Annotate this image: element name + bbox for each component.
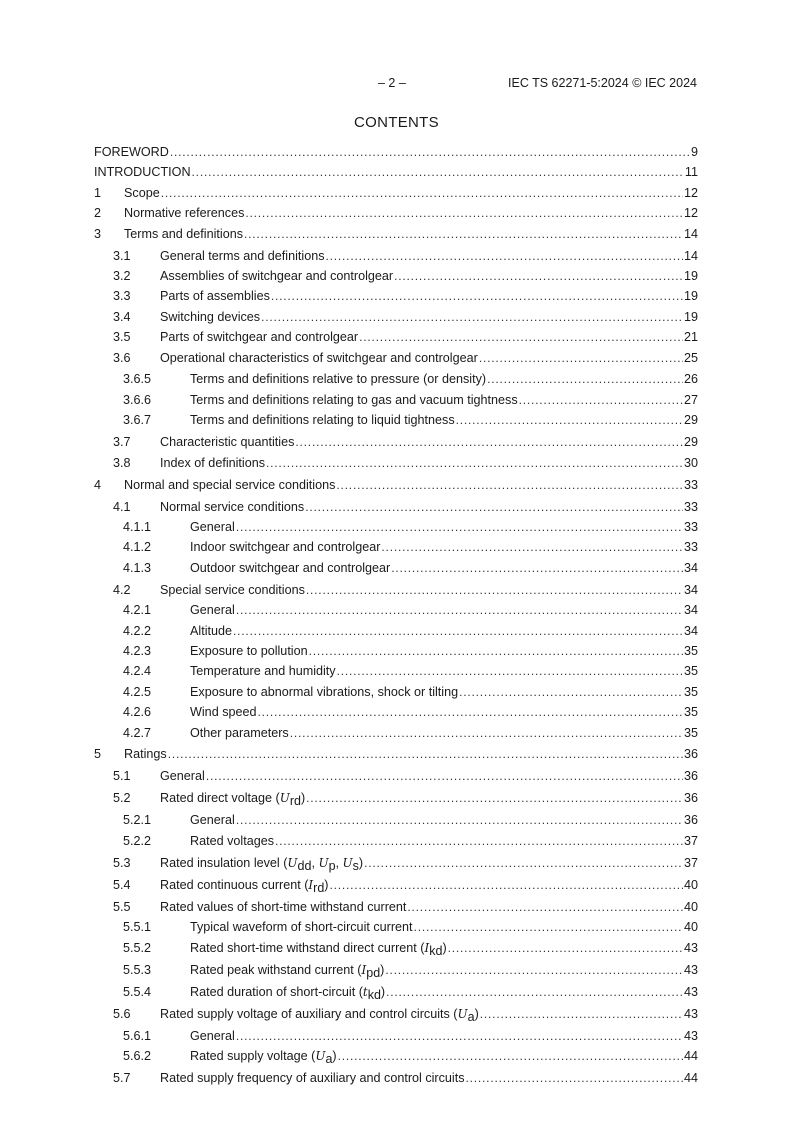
toc-entry-number: 4.1.2 — [123, 540, 152, 555]
toc-entry-number: 5.5.4 — [123, 984, 152, 999]
toc-entry-title: Normative references — [124, 206, 245, 221]
toc-entry-title: Rated duration of short-circuit (tkd) — [190, 984, 386, 1002]
toc-entry-title: Normal service conditions — [160, 499, 305, 514]
toc-entry-number: 4.1 — [113, 499, 131, 514]
toc-entry[interactable] — [94, 939, 698, 959]
math-subscript: s — [352, 858, 359, 873]
toc-entry-page: 40 — [683, 899, 698, 914]
math-subscript: rd — [313, 880, 325, 895]
toc-entry-title: Rated peak withstand current (Ipd) — [190, 962, 385, 980]
toc-entry-title: Parts of switchgear and controlgear — [160, 330, 359, 345]
toc-entry-number: 5.4 — [113, 877, 131, 892]
toc-entry-number: 4.2.1 — [123, 603, 152, 618]
page-number: – 2 – — [378, 76, 406, 90]
toc-entry[interactable] — [94, 370, 698, 390]
toc-entry-title: Rated direct voltage (Urd) — [160, 791, 306, 809]
toc-entry[interactable] — [94, 581, 698, 601]
toc-entry-number: 3.5 — [113, 330, 131, 345]
toc-entry-number: 4.2.4 — [123, 664, 152, 679]
toc-entry-page: 35 — [683, 664, 698, 679]
toc-entry[interactable] — [94, 328, 698, 348]
dot-leader — [385, 961, 683, 981]
toc-entry-title: Rated short-time withstand direct current (Ikd) — [190, 940, 447, 958]
toc-entry-title: General — [190, 520, 235, 534]
toc-entry[interactable] — [94, 411, 698, 431]
toc-entry-number: 4.1.1 — [123, 520, 152, 534]
toc-entry-page: 9 — [690, 145, 698, 159]
toc-entry[interactable] — [94, 876, 698, 896]
dot-leader — [266, 454, 683, 474]
toc-entry-page: 12 — [683, 185, 698, 200]
toc-entry-page: 34 — [683, 603, 698, 618]
toc-entry[interactable] — [94, 287, 698, 307]
toc-entry-number: 5.6.2 — [123, 1048, 152, 1063]
toc-entry-title: Characteristic quantities — [160, 435, 295, 450]
dot-leader — [206, 767, 683, 787]
dot-leader — [245, 204, 683, 224]
toc-entry[interactable] — [94, 184, 698, 204]
math-symbol: tkd — [362, 984, 381, 1002]
toc-entry-page: 33 — [683, 540, 698, 555]
math-symbol: Urd — [279, 791, 301, 809]
toc-entry-title: Indoor switchgear and controlgear — [190, 540, 381, 555]
toc-entry-page: 40 — [683, 920, 698, 935]
toc-entry-title: General terms and definitions — [160, 248, 325, 263]
dot-leader — [306, 581, 683, 601]
toc-entry-title: Operational characteristics of switchgear and controlgear — [160, 350, 478, 365]
math-symbol: Ird — [308, 877, 325, 895]
toc-entry-number: 4.1.3 — [123, 560, 152, 575]
toc-entry-page: 33 — [683, 520, 698, 534]
toc-entry-page: 11 — [684, 165, 698, 180]
toc-entry-page: 43 — [683, 1028, 698, 1043]
toc-entry-title: Terms and definitions relating to gas and vacuum tightness — [190, 392, 518, 407]
math-symbol: Ipd — [361, 962, 381, 980]
page-header — [0, 76, 793, 92]
toc-entry-number: 3.7 — [113, 435, 131, 450]
toc-entry-title: Index of definitions — [160, 455, 266, 470]
toc-entry[interactable] — [94, 391, 698, 411]
toc-entry-title: Special service conditions — [160, 582, 305, 597]
toc-entry-title: Other parameters — [190, 725, 289, 740]
toc-entry-number: 4.2.6 — [123, 705, 152, 720]
toc-entry-page: 33 — [683, 499, 698, 514]
document-reference: IEC TS 62271-5:2024 © IEC 2024 — [508, 76, 697, 90]
dot-leader — [295, 433, 683, 453]
toc-entry-page: 37 — [683, 833, 698, 848]
toc-entry-page: 29 — [683, 413, 698, 428]
toc-entry-number: 5.2.2 — [123, 833, 152, 848]
toc-entry[interactable] — [94, 767, 698, 787]
toc-entry-number: 4.2.5 — [123, 684, 152, 699]
dot-leader — [258, 703, 683, 723]
dot-leader — [275, 832, 683, 852]
toc-entry-title: Parts of assemblies — [160, 289, 270, 304]
toc-entry-page: 19 — [683, 268, 698, 283]
math-symbol: Ua — [457, 1006, 475, 1024]
toc-entry-title: Altitude — [190, 623, 233, 638]
toc-entry[interactable] — [94, 789, 698, 809]
dot-leader — [290, 724, 683, 744]
toc-entry-page: 29 — [683, 435, 698, 450]
toc-entry[interactable] — [94, 1047, 698, 1067]
table-of-contents — [94, 143, 698, 1088]
toc-entry-title: General — [190, 813, 235, 828]
toc-entry[interactable] — [94, 622, 698, 642]
dot-leader — [364, 854, 683, 874]
toc-entry-title: General — [160, 769, 205, 784]
toc-entry-title: Terms and definitions relating to liquid tightness — [190, 413, 455, 428]
toc-entry[interactable] — [94, 225, 698, 245]
toc-entry-number: 4.2.2 — [123, 623, 152, 638]
toc-entry-title: Temperature and humidity — [190, 664, 336, 679]
toc-entry[interactable] — [94, 662, 698, 682]
dot-leader — [487, 370, 683, 390]
toc-entry-number: 3 — [94, 226, 102, 241]
toc-entry-page: 34 — [683, 582, 698, 597]
toc-entry-title: Normal and special service conditions — [124, 477, 336, 492]
toc-entry-number: 3.3 — [113, 289, 131, 304]
toc-entry[interactable] — [94, 538, 698, 558]
toc-entry-title: Rated supply voltage of auxiliary and control circuits (Ua) — [160, 1006, 479, 1024]
toc-entry-page: 37 — [683, 855, 698, 870]
dot-leader — [466, 1069, 683, 1089]
dot-leader — [459, 683, 683, 703]
dot-leader — [236, 601, 683, 621]
math-subscript: rd — [289, 794, 301, 809]
dot-leader — [244, 225, 683, 245]
toc-entry[interactable] — [94, 683, 698, 703]
toc-entry-number: 3.1 — [113, 248, 131, 263]
toc-entry[interactable] — [94, 1027, 698, 1047]
toc-entry-number: 3.6 — [113, 350, 131, 365]
toc-entry-number: 4 — [94, 477, 102, 492]
toc-entry-page: 21 — [683, 330, 698, 345]
dot-leader — [394, 267, 683, 287]
dot-leader — [261, 308, 683, 328]
dot-leader — [381, 538, 683, 558]
toc-entry[interactable] — [94, 1005, 698, 1025]
toc-entry-title: Assemblies of switchgear and controlgear — [160, 268, 394, 283]
toc-entry-number: 5.5.1 — [123, 920, 152, 935]
toc-entry[interactable] — [94, 559, 698, 579]
toc-entry-title: Exposure to pollution — [190, 643, 308, 658]
toc-entry-title: Typical waveform of short-circuit current — [190, 920, 413, 935]
toc-entry-title: Ratings — [124, 747, 167, 762]
toc-entry-title: FOREWORD — [94, 145, 169, 159]
dot-leader — [391, 559, 683, 579]
toc-entry-title: Terms and definitions — [124, 226, 244, 241]
toc-entry-page: 35 — [683, 705, 698, 720]
dot-leader — [386, 983, 683, 1003]
toc-entry-number: 2 — [94, 206, 102, 221]
dot-leader — [330, 876, 683, 896]
dot-leader — [168, 745, 683, 765]
toc-entry-page: 19 — [683, 309, 698, 324]
dot-leader — [519, 391, 683, 411]
toc-entry-page: 36 — [683, 791, 698, 806]
dot-leader — [306, 789, 683, 809]
toc-entry-title: Rated voltages — [190, 833, 275, 848]
toc-entry-title: Scope — [124, 185, 160, 200]
toc-entry[interactable] — [94, 454, 698, 474]
toc-entry-title: Exposure to abnormal vibrations, shock or tilting — [190, 684, 459, 699]
toc-entry-number: 5.2 — [113, 791, 131, 806]
math-subscript: pd — [366, 965, 381, 980]
toc-entry-page: 12 — [683, 206, 698, 221]
toc-entry-number: 3.6.5 — [123, 372, 152, 387]
toc-entry-page: 35 — [683, 684, 698, 699]
dot-leader — [326, 247, 683, 267]
toc-entry-number: 1 — [94, 185, 102, 200]
math-symbol: Ikd — [424, 940, 443, 958]
dot-leader — [456, 411, 683, 431]
toc-entry-title: INTRODUCTION — [94, 165, 191, 180]
toc-entry-title: Rated insulation level (Udd, Up, Us) — [160, 855, 364, 873]
math-subscript: kd — [367, 987, 381, 1002]
math-subscript: dd — [297, 858, 312, 873]
toc-entry[interactable] — [94, 247, 698, 267]
toc-entry-number: 5.2.1 — [123, 813, 152, 828]
toc-entry-page: 34 — [683, 623, 698, 638]
dot-leader — [305, 498, 683, 518]
toc-entry-page: 44 — [683, 1048, 698, 1063]
toc-entry[interactable] — [94, 1069, 698, 1089]
toc-entry-title: General — [190, 603, 235, 618]
math-symbol: Up — [318, 855, 336, 873]
toc-entry[interactable] — [94, 854, 698, 874]
toc-entry[interactable] — [94, 918, 698, 938]
toc-entry-title: Rated supply voltage (Ua) — [190, 1048, 337, 1066]
toc-entry[interactable] — [94, 143, 698, 163]
toc-entry[interactable] — [94, 724, 698, 744]
toc-entry-title: Rated continuous current (Ird) — [160, 877, 329, 895]
toc-entry-number: 3.8 — [113, 455, 131, 470]
dot-leader — [233, 622, 683, 642]
dot-leader — [448, 939, 683, 959]
toc-entry[interactable] — [94, 642, 698, 662]
math-symbol: Us — [342, 855, 359, 873]
toc-entry-number: 3.6.6 — [123, 392, 152, 407]
toc-entry-number: 5.5 — [113, 899, 131, 914]
toc-entry[interactable] — [94, 476, 698, 496]
toc-entry-page: 27 — [683, 392, 698, 407]
toc-entry[interactable] — [94, 601, 698, 621]
dot-leader — [359, 328, 683, 348]
toc-entry-page: 14 — [683, 248, 698, 263]
toc-entry[interactable] — [94, 349, 698, 369]
toc-entry-number: 5.1 — [113, 769, 131, 784]
toc-entry-page: 25 — [683, 350, 698, 365]
toc-entry-page: 44 — [683, 1070, 698, 1085]
dot-leader — [337, 662, 683, 682]
toc-entry-page: 43 — [683, 1006, 698, 1021]
toc-entry[interactable] — [94, 832, 698, 852]
toc-entry-page: 30 — [683, 455, 698, 470]
page-title: CONTENTS — [354, 114, 439, 131]
toc-entry-page: 34 — [683, 560, 698, 575]
toc-entry-number: 3.4 — [113, 309, 131, 324]
toc-entry-page: 33 — [683, 477, 698, 492]
math-subscript: a — [467, 1009, 475, 1024]
toc-entry[interactable] — [94, 811, 698, 831]
toc-entry[interactable] — [94, 961, 698, 981]
dot-leader — [271, 287, 683, 307]
toc-entry[interactable] — [94, 498, 698, 518]
toc-entry-number: 4.2.7 — [123, 725, 152, 740]
toc-entry[interactable] — [94, 703, 698, 723]
toc-entry[interactable] — [94, 983, 698, 1003]
dot-leader — [309, 642, 683, 662]
toc-entry-page: 19 — [683, 289, 698, 304]
dot-leader — [236, 1027, 683, 1047]
toc-entry-page: 36 — [683, 747, 698, 762]
toc-entry-title: Outdoor switchgear and controlgear — [190, 560, 391, 575]
toc-entry[interactable] — [94, 898, 698, 918]
toc-entry[interactable] — [94, 745, 698, 765]
math-subscript: a — [325, 1051, 333, 1066]
dot-leader — [480, 1005, 683, 1025]
dot-leader — [236, 811, 683, 831]
toc-entry-page: 36 — [683, 813, 698, 828]
dot-leader — [479, 349, 683, 369]
dot-leader — [407, 898, 683, 918]
dot-leader — [414, 918, 683, 938]
toc-entry[interactable] — [94, 308, 698, 328]
toc-entry-title: Terms and definitions relative to pressure (or density) — [190, 372, 487, 387]
dot-leader — [338, 1047, 683, 1067]
toc-entry-title: Switching devices — [160, 309, 261, 324]
toc-entry-page: 43 — [683, 940, 698, 955]
math-symbol: Ua — [315, 1048, 333, 1066]
toc-entry-page: 40 — [683, 877, 698, 892]
toc-entry-page: 43 — [683, 962, 698, 977]
toc-entry-number: 3.6.7 — [123, 413, 152, 428]
toc-entry-title: Rated values of short-time withstand current — [160, 899, 407, 914]
dot-leader — [170, 143, 690, 163]
toc-entry-page: 36 — [683, 769, 698, 784]
math-symbol: Udd — [287, 855, 312, 873]
toc-entry-number: 4.2.3 — [123, 643, 152, 658]
toc-entry-number: 5 — [94, 747, 102, 762]
toc-entry-number: 5.7 — [113, 1070, 131, 1085]
dot-leader — [161, 184, 683, 204]
toc-entry-page: 35 — [683, 725, 698, 740]
dot-leader — [336, 476, 683, 496]
dot-leader — [192, 163, 684, 183]
toc-entry[interactable] — [94, 267, 698, 287]
toc-entry-page: 35 — [683, 643, 698, 658]
dot-leader — [236, 518, 683, 538]
toc-entry-title: General — [190, 1028, 235, 1043]
math-subscript: p — [328, 858, 336, 873]
toc-entry-title: Rated supply frequency of auxiliary and control circuits — [160, 1070, 465, 1085]
toc-entry-page: 43 — [683, 984, 698, 999]
math-subscript: kd — [429, 943, 443, 958]
toc-entry-number: 5.5.2 — [123, 940, 152, 955]
toc-entry-number: 5.5.3 — [123, 962, 152, 977]
toc-entry-page: 14 — [683, 226, 698, 241]
toc-entry-number: 3.2 — [113, 268, 131, 283]
toc-entry-number: 4.2 — [113, 582, 131, 597]
toc-entry-number: 5.3 — [113, 855, 131, 870]
toc-entry[interactable] — [94, 204, 698, 224]
toc-entry-number: 5.6 — [113, 1006, 131, 1021]
toc-entry-title: Wind speed — [190, 705, 257, 720]
toc-entry-number: 5.6.1 — [123, 1028, 152, 1043]
toc-entry[interactable] — [94, 163, 698, 183]
toc-entry[interactable] — [94, 433, 698, 453]
toc-entry-page: 26 — [683, 372, 698, 387]
toc-entry[interactable] — [94, 518, 698, 538]
